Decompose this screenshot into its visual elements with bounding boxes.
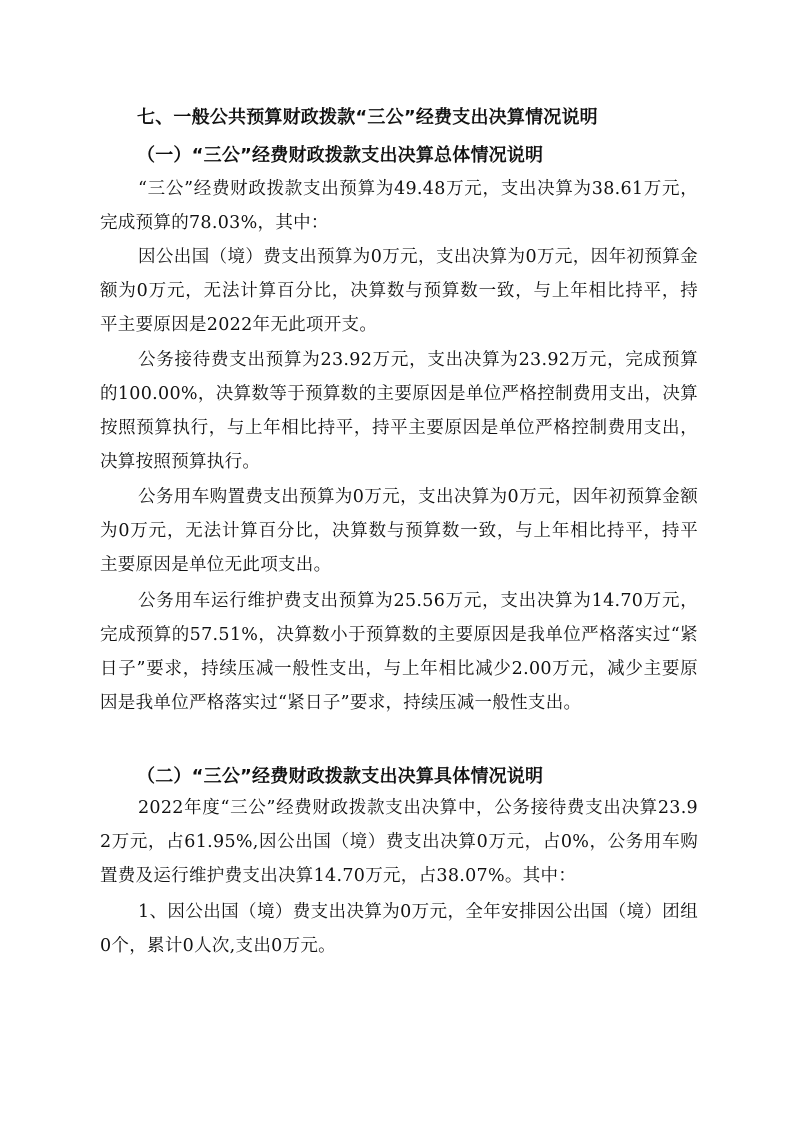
paragraph-detail-summary: 2022年度“三公”经费财政拨款支出决算中，公务接待费支出决算23.92万元，占61.95%,因公出国（境）费支出决算0万元，占0%，公务用车购置费及运行维护费支出决算14.70万元，占38.07%。其中：	[100, 798, 698, 886]
paragraph-vehicle-operation: 公务用车运行维护费支出预算为25.56万元，支出决算为14.70万元，完成预算的57.51%，决算数小于预算数的主要原因是我单位严格落实过“紧日子”要求，持续压减一般性支出，与上年相比减少2.00万元，减少主要原因是我单位严格落实过“紧日子”要求，持续压减一般性支出。	[100, 591, 698, 713]
paragraph-vehicle-purchase: 公务用车购置费支出预算为0万元，支出决算为0万元，因年初预算金额为0万元，无法计算百分比，决算数与预算数一致，与上年相比持平，持平主要原因是单位无此项支出。	[100, 487, 698, 575]
subsection-title-2: （二）“三公”经费财政拨款支出决算具体情况说明	[137, 766, 544, 787]
paragraph-overall-summary: “三公”经费财政拨款支出预算为49.48万元，支出决算为38.61万元，完成预算的78.03%，其中：	[100, 179, 698, 233]
subsection-title-1: （一）“三公”经费财政拨款支出决算总体情况说明	[137, 145, 544, 166]
paragraph-overseas-trip: 因公出国（境）费支出预算为0万元，支出决算为0万元，因年初预算金额为0万元，无法计算百分比，决算数与预算数一致，与上年相比持平，持平主要原因是2022年无此项开支。	[100, 247, 698, 335]
paragraph-official-reception: 公务接待费支出预算为23.92万元，支出决算为23.92万元，完成预算的100.00%，决算数等于预算数的主要原因是单位严格控制费用支出，决算按照预算执行，与上年相比持平，持平主要原因是单位严格控制费用支出，决算按照预算执行。	[100, 350, 698, 472]
section-title: 七、一般公共预算财政拨款“三公”经费支出决算情况说明	[137, 107, 598, 128]
paragraph-overseas-detail: 1、因公出国（境）费支出决算为0万元，全年安排因公出国（境）团组0个，累计0人次,支出0万元。	[100, 902, 698, 956]
